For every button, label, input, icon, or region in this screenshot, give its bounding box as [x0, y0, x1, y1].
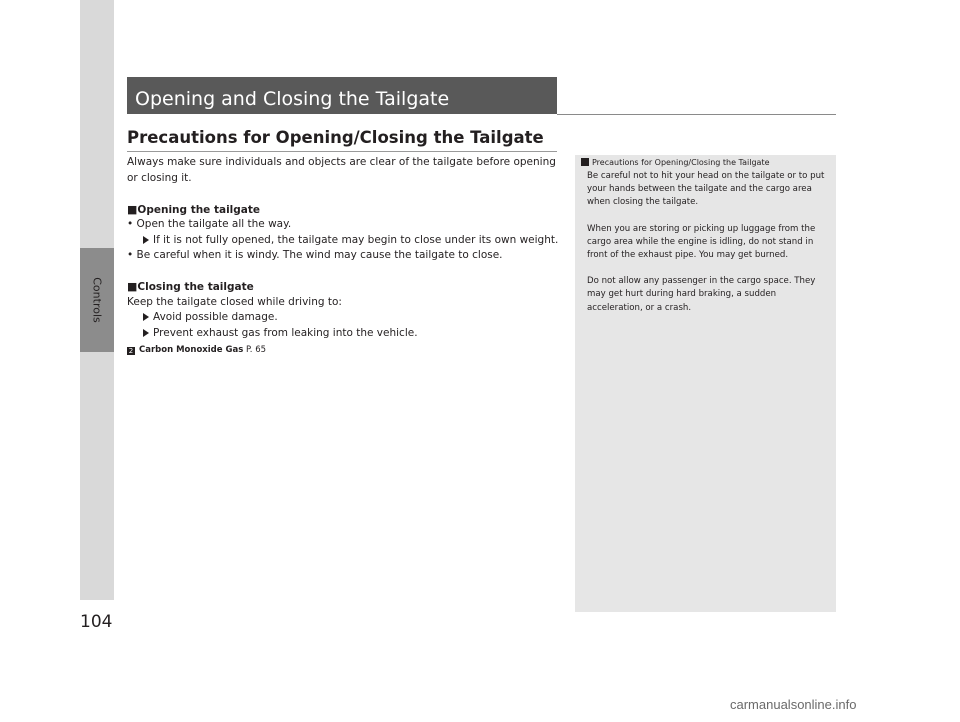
square-bullet-icon: ■ [127, 203, 138, 216]
closing-sub-2: Prevent exhaust gas from leaking into the vehicle. [143, 326, 418, 342]
opening-sub-1: If it is not fully opened, the tailgate may begin to close under its own weight. [143, 233, 558, 249]
triangle-icon [143, 329, 149, 337]
subsection-rule [127, 151, 557, 152]
opening-bullet-2: • Be careful when it is windy. The wind may cause the tailgate to close. [127, 249, 503, 261]
closing-sub-1: Avoid possible damage. [143, 310, 278, 326]
bullet-icon: • [127, 218, 134, 230]
section-rule [557, 114, 836, 115]
note-paragraph: When you are storing or picking up luggage from the cargo area while the engine is idling, do not stand in front of the exhaust pipe. You may get burned. [587, 223, 816, 261]
note-paragraph: Do not allow any passenger in the cargo space. They may get hurt during hard braking, a sudden acceleration, or a crash. [587, 276, 816, 313]
note-marker-icon [581, 158, 589, 166]
closing-heading: ■Closing the tailgate [127, 280, 254, 293]
section-title: Opening and Closing the Tailgate [127, 77, 557, 114]
bullet-icon: • [127, 249, 134, 261]
opening-bullet-1: • Open the tailgate all the way. [127, 218, 292, 230]
triangle-icon [143, 313, 149, 321]
closing-lead: Keep the tailgate closed while driving to: [127, 296, 342, 308]
square-bullet-icon: ■ [127, 280, 138, 293]
opening-heading: ■Opening the tailgate [127, 203, 261, 216]
cross-reference-link[interactable]: 2 Carbon Monoxide Gas P. 65 [128, 345, 267, 355]
side-note-box [575, 155, 836, 612]
reference-arrow-icon: 2 [128, 347, 134, 355]
note-title: Precautions for Opening/Closing the Tailgate [581, 157, 828, 168]
intro-text: Always make sure individuals and objects are clear of the tailgate before opening or closing it. [127, 156, 556, 184]
page-number: 104 [80, 612, 113, 632]
note-paragraph: Be careful not to hit your head on the tailgate or to put your hands between the tailgate and the cargo area when closing the tailgate. [587, 171, 825, 208]
chapter-label: Controls [90, 277, 104, 323]
subsection-title: Precautions for Opening/Closing the Tailgate [127, 128, 544, 147]
triangle-icon [143, 236, 149, 244]
watermark: carmanualsonline.info [730, 697, 857, 712]
